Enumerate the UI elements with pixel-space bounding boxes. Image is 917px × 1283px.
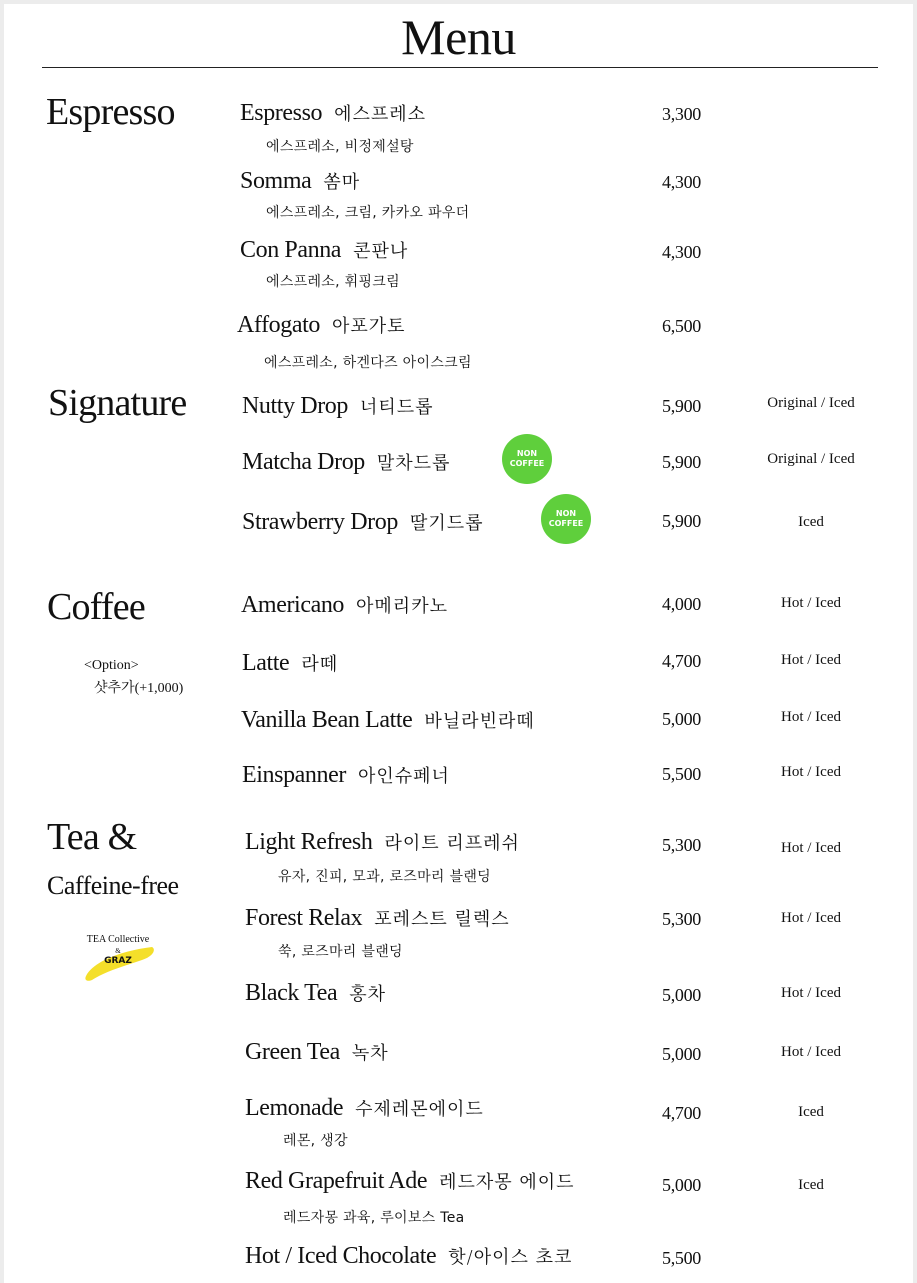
item-price: 5,900 bbox=[662, 452, 702, 472]
item-description: 에스프레소, 크림, 카카오 파우더 bbox=[266, 205, 470, 221]
item-name: Red Grapefruit Ade 레드자몽 에이드 bbox=[245, 1168, 575, 1194]
item-price: 5,000 bbox=[662, 1044, 702, 1064]
item-option: Hot / Iced bbox=[781, 1044, 841, 1060]
item-option: Iced bbox=[798, 514, 824, 530]
item-price: 4,700 bbox=[662, 651, 702, 671]
page-title: Menu bbox=[401, 9, 516, 65]
item-description: 에스프레소, 비정제설탕 bbox=[266, 139, 414, 155]
item-description: 유자, 진피, 모과, 로즈마리 블랜딩 bbox=[278, 869, 491, 885]
category-signature: Signature bbox=[48, 382, 187, 424]
item-option: Hot / Iced bbox=[781, 595, 841, 611]
title-divider bbox=[42, 67, 878, 68]
category-espresso: Espresso bbox=[46, 91, 175, 133]
item-option: Hot / Iced bbox=[781, 764, 841, 780]
category-caffeine-free: Caffeine-free bbox=[47, 871, 179, 900]
tea-collective-graz-logo bbox=[80, 934, 160, 982]
item-price: 5,000 bbox=[662, 1175, 702, 1195]
item-name: Matcha Drop 말차드롭 bbox=[242, 449, 451, 475]
item-price: 5,300 bbox=[662, 835, 702, 855]
item-price: 3,300 bbox=[662, 104, 702, 124]
item-price: 4,700 bbox=[662, 1103, 702, 1123]
item-price: 5,300 bbox=[662, 909, 702, 929]
item-price: 5,900 bbox=[662, 396, 702, 416]
coffee-option-text: 샷추가(+1,000) bbox=[94, 681, 184, 696]
item-name: Black Tea 홍차 bbox=[245, 980, 387, 1006]
item-name: Somma 쏨마 bbox=[240, 168, 361, 194]
item-description: 레드자몽 과육, 루이보스 Tea bbox=[283, 1210, 465, 1226]
item-name: Nutty Drop 너티드롭 bbox=[242, 393, 434, 419]
category-coffee: Coffee bbox=[47, 586, 145, 628]
item-name: Latte 라떼 bbox=[242, 650, 339, 676]
logo-amp-text: & bbox=[115, 947, 121, 955]
non-coffee-badge: NON COFFEE bbox=[541, 494, 591, 544]
item-option: Hot / Iced bbox=[781, 840, 841, 856]
coffee-option-label: <Option> bbox=[84, 658, 139, 673]
item-name: Strawberry Drop 딸기드롭 bbox=[242, 509, 484, 535]
item-option: Hot / Iced bbox=[781, 652, 841, 668]
menu-page bbox=[4, 4, 913, 1283]
logo-bottom-text: GRAZ bbox=[104, 956, 132, 966]
item-option: Original / Iced bbox=[767, 451, 855, 467]
item-option: Iced bbox=[798, 1177, 824, 1193]
item-description: 에스프레소, 하겐다즈 아이스크림 bbox=[264, 355, 472, 371]
item-price: 6,500 bbox=[662, 316, 702, 336]
item-name: Espresso 에스프레소 bbox=[240, 100, 427, 126]
item-price: 4,300 bbox=[662, 242, 702, 262]
item-description: 에스프레소, 휘핑크림 bbox=[266, 274, 400, 290]
item-price: 4,000 bbox=[662, 594, 702, 614]
item-option: Hot / Iced bbox=[781, 709, 841, 725]
item-name: Lemonade 수제레몬에이드 bbox=[245, 1095, 484, 1121]
item-description: 쑥, 로즈마리 블랜딩 bbox=[278, 944, 403, 960]
item-name: Hot / Iced Chocolate 핫/아이스 초코 bbox=[245, 1243, 573, 1269]
item-option: Original / Iced bbox=[767, 395, 855, 411]
item-option: Hot / Iced bbox=[781, 985, 841, 1001]
item-name: Einspanner 아인슈페너 bbox=[242, 762, 450, 788]
item-price: 5,900 bbox=[662, 511, 702, 531]
item-description: 레몬, 생강 bbox=[283, 1133, 348, 1149]
non-coffee-badge: NON COFFEE bbox=[502, 434, 552, 484]
item-name: Light Refresh 라이트 리프레쉬 bbox=[245, 829, 520, 855]
item-name: Americano 아메리카노 bbox=[241, 592, 448, 618]
logo-top-text: TEA Collective bbox=[86, 934, 150, 945]
item-option: Iced bbox=[798, 1104, 824, 1120]
item-price: 5,000 bbox=[662, 985, 702, 1005]
item-option: Hot / Iced bbox=[781, 910, 841, 926]
item-name: Green Tea 녹차 bbox=[245, 1039, 389, 1065]
item-price: 5,000 bbox=[662, 709, 702, 729]
item-price: 5,500 bbox=[662, 764, 702, 784]
item-name: Vanilla Bean Latte 바닐라빈라떼 bbox=[241, 707, 535, 733]
item-name: Forest Relax 포레스트 릴렉스 bbox=[245, 905, 510, 931]
item-name: Affogato 아포가토 bbox=[237, 312, 406, 338]
item-price: 4,300 bbox=[662, 172, 702, 192]
item-price: 5,500 bbox=[662, 1248, 702, 1268]
item-name: Con Panna 콘판나 bbox=[240, 237, 409, 263]
category-tea: Tea & bbox=[47, 816, 137, 858]
